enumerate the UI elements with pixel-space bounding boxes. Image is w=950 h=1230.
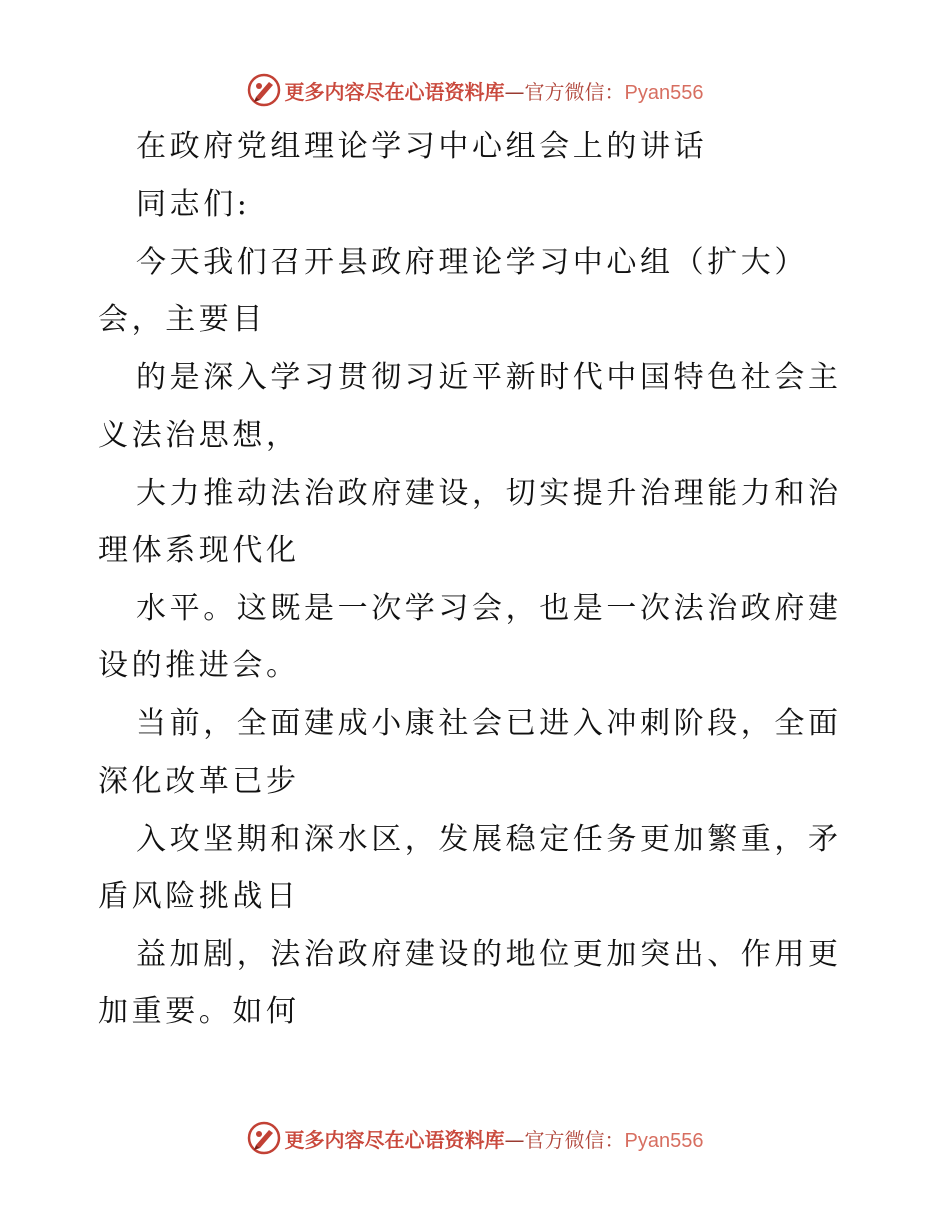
text-line: 水平。这既是一次学习会，也是一次法治政府建 [136,591,842,626]
text-line: 益加剧，法治政府建设的地位更加突出、作用更 [136,937,842,972]
watermark-wechat-id: Pyan556 [624,1129,704,1152]
pen-logo-icon [247,1121,281,1155]
text-line: 义法治思想， [98,418,300,453]
watermark-dash: — [504,79,525,104]
document-title: 在政府党组理论学习中心组会上的讲话 [136,129,708,164]
text-line: 盾风险挑战日 [98,879,300,914]
text-line: 深化改革已步 [98,764,300,799]
text-line: 的是深入学习贯彻习近平新时代中国特色社会主 [136,360,842,395]
text-line: 大力推动法治政府建设，切实提升治理能力和治 [136,476,842,511]
watermark-wechat-id: Pyan556 [624,81,704,104]
header-watermark [0,70,950,110]
watermark-dash: — [504,1127,525,1152]
text-line: 设的推进会。 [98,648,300,683]
text-line: 当前，全面建成小康社会已进入冲刺阶段，全面 [136,706,842,741]
salutation: 同志们: [136,187,251,222]
text-line: 会，主要目 [98,302,266,337]
watermark-text [285,76,704,105]
text-line: 今天我们召开县政府理论学习中心组（扩大） [136,245,808,280]
watermark-text [285,1124,704,1153]
footer-watermark [0,1118,950,1158]
watermark-wechat-label: 官方微信： [524,79,625,104]
text-line: 加重要。如何 [98,994,300,1029]
text-line: 入攻坚期和深水区，发展稳定任务更加繁重，矛 [136,822,842,857]
pen-logo-icon [247,73,281,107]
watermark-library-text: 更多内容尽在心语资料库 [284,1127,505,1152]
watermark-wechat-label: 官方微信： [524,1127,625,1152]
text-line: 理体系现代化 [98,533,300,568]
watermark-library-text: 更多内容尽在心语资料库 [284,79,505,104]
